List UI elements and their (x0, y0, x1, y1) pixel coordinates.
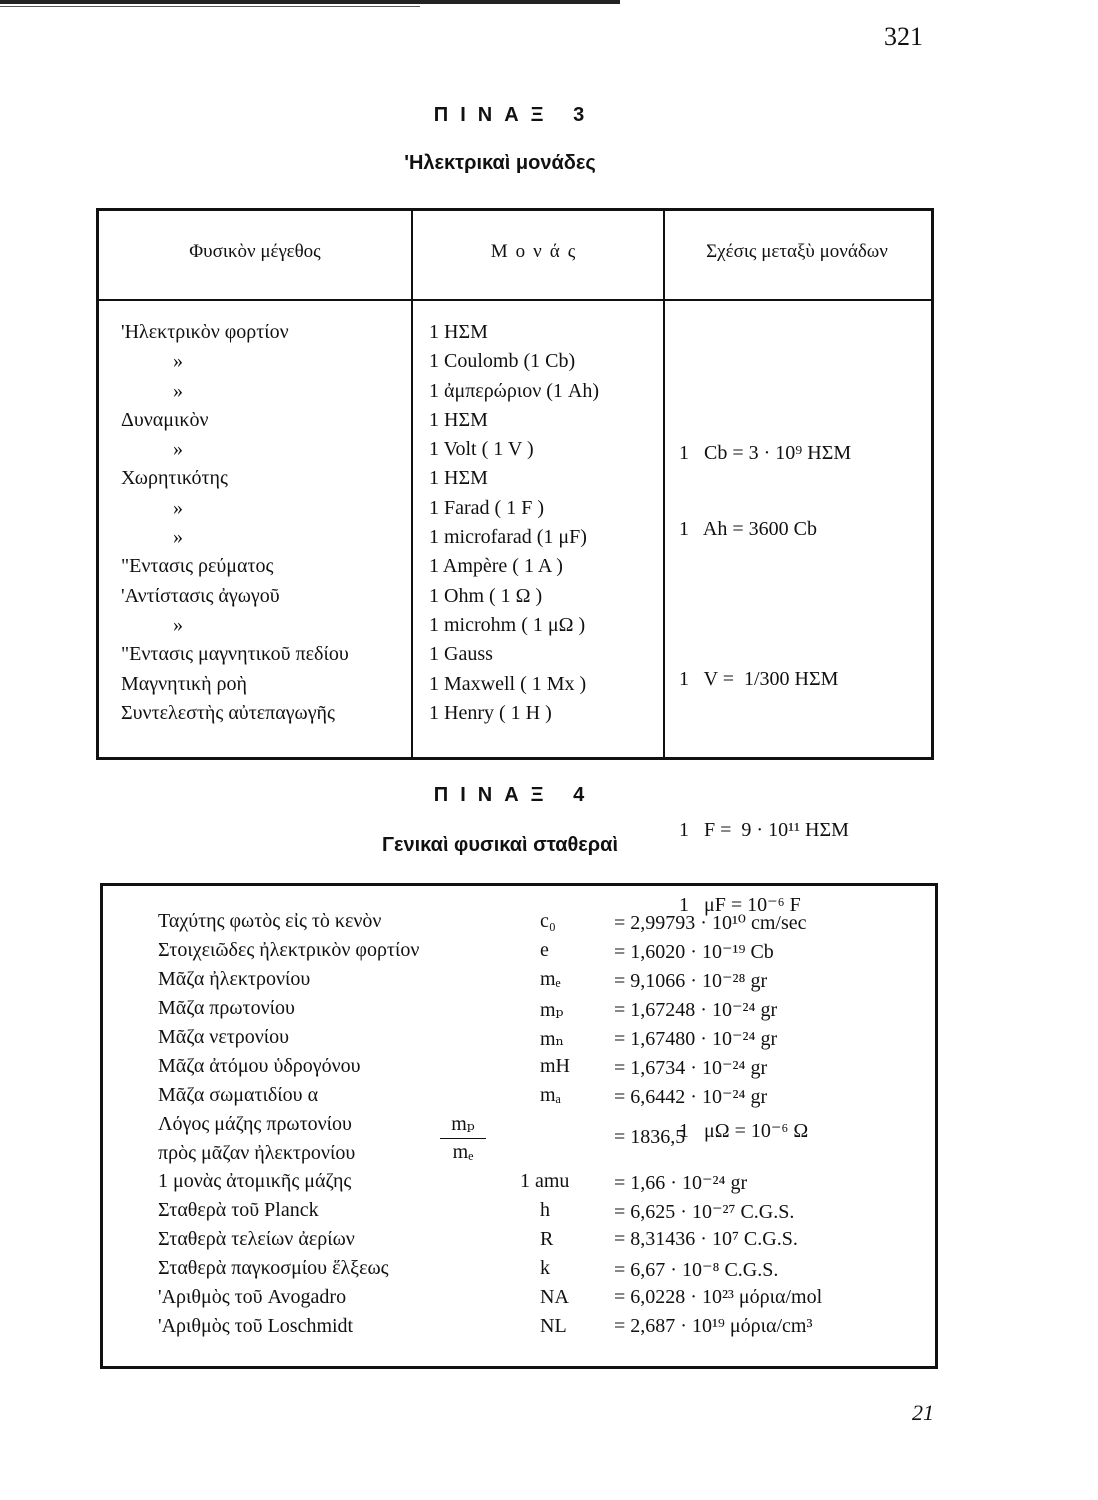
constant-name: 'Αριθμὸς τοῦ Avogadro (158, 1286, 347, 1308)
constant-value: = 1836,5 (614, 1126, 686, 1148)
table-row-unit: 1 Henry ( 1 H ) (429, 701, 552, 724)
constant-name: 1 μονὰς ἀτομικῆς μάζης (158, 1170, 352, 1192)
constant-name: Ταχύτης φωτὸς εἰς τὸ κενὸν (158, 910, 382, 932)
table-row-unit: 1 Ohm ( 1 Ω ) (429, 584, 543, 607)
constant-value: = 6,625 · 10⁻²⁷ C.G.S. (614, 1201, 795, 1223)
table-row-unit: 1 Volt ( 1 V ) (429, 438, 534, 461)
table-row-relation: 1 V = 1/300 ΗΣΜ (679, 668, 839, 691)
constant-symbol: 1 amu (520, 1170, 570, 1192)
constant-value: = 9,1066 · 10⁻²⁸ gr (614, 970, 768, 992)
table3-subtitle: 'Ηλεκτρικαὶ μονάδες (404, 152, 596, 174)
table-row-relation: 1 μF = 10⁻⁶ F (679, 894, 801, 917)
constant-name: Στοιχειῶδες ἠλεκτρικὸν φορτίον (158, 939, 420, 961)
constant-symbol: NA (540, 1286, 569, 1308)
table-row-quantity: Δυναμικὸν (121, 408, 209, 431)
constant-symbol: e (540, 939, 549, 961)
fraction-bar (440, 1138, 486, 1139)
constant-symbol: mₚ (540, 999, 564, 1021)
constant-value: = 2,687 · 10¹⁹ μόρια/cm³ (614, 1315, 813, 1337)
constant-value: = 1,66 · 10⁻²⁴ gr (614, 1172, 748, 1194)
constant-name: 'Αριθμὸς τοῦ Loschmidt (158, 1315, 354, 1337)
table4-heading: ΠΙΝΑΞ 4 (433, 784, 597, 806)
column-divider (411, 211, 413, 757)
table3-header-row (99, 211, 931, 301)
table-row-quantity: » (173, 613, 183, 636)
unit-column (429, 318, 659, 728)
constant-value: = 1,67248 · 10⁻²⁴ gr (614, 999, 778, 1021)
table-row-quantity: » (173, 379, 183, 402)
constant-symbol: NL (540, 1315, 567, 1337)
constant-symbol: mₑ (540, 968, 561, 990)
column-header-unit: Μονάς (490, 241, 584, 262)
constant-name: Μᾶζα πρωτονίου (158, 997, 295, 1019)
constant-value: = 6,0228 · 10²³ μόρια/mol (614, 1286, 823, 1308)
top-border-rule-thin (0, 6, 420, 7)
table-row-relation: 1 Cb = 3 · 10⁹ ΗΣΜ (679, 442, 852, 465)
table-row-quantity: Συντελεστὴς αὐτεπαγωγῆς (121, 701, 335, 724)
constant-symbol: mₐ (540, 1084, 562, 1106)
footer-page-number: 21 (912, 1400, 934, 1425)
column-divider (663, 211, 665, 757)
table-row-quantity: Χωρητικότης (121, 467, 228, 490)
constant-name: Σταθερὰ τοῦ Planck (158, 1199, 319, 1221)
table-row-relation: 1 μΩ = 10⁻⁶ Ω (679, 1119, 809, 1142)
table-row-quantity: 'Ηλεκτρικὸν φορτίον (121, 321, 289, 343)
table-row-unit: 1 ΗΣΜ (429, 467, 488, 490)
table-row-quantity: "Εντασις μαγνητικοῦ πεδίου (121, 643, 349, 666)
constant-value: = 2,99793 · 10¹⁰ cm/sec (614, 912, 807, 934)
constant-name: Σταθερὰ παγκοσμίου ἕλξεως (158, 1257, 389, 1279)
table-row-unit: 1 Gauss (429, 643, 493, 666)
table-row-quantity: » (173, 438, 183, 461)
table-row-relation (679, 590, 927, 619)
constant-symbol: h (540, 1199, 550, 1221)
constant-value: = 8,31436 · 10⁷ C.G.S. (614, 1228, 798, 1250)
constant-symbol: mₙ (540, 1028, 565, 1050)
table-row-quantity: » (173, 526, 183, 549)
constant-name: Σταθερὰ τελείων ἀερίων (158, 1228, 355, 1250)
table-row-unit: 1 Coulomb (1 Cb) (429, 350, 576, 373)
constant-name: Λόγος μάζης πρωτονίου (158, 1113, 352, 1135)
table-row-unit: 1 microhm ( 1 μΩ ) (429, 613, 586, 636)
table-row-unit: 1 Ampère ( 1 A ) (429, 555, 563, 578)
quantity-column (121, 318, 409, 728)
constant-name: Μᾶζα ἀτόμου ὑδρογόνου (158, 1055, 361, 1077)
table-row-quantity: » (173, 350, 183, 373)
table-row-unit: 1 ἀμπερώριον (1 Ah) (429, 379, 600, 402)
table-row-unit: 1 Farad ( 1 F ) (429, 496, 544, 519)
table-row-relation (679, 740, 927, 769)
constant-value: = 6,67 · 10⁻⁸ C.G.S. (614, 1259, 779, 1281)
constant-symbol: R (540, 1228, 554, 1250)
fraction-numerator: mₚ (451, 1113, 475, 1135)
mass-ratio-fraction (440, 1111, 486, 1164)
table-row-quantity: "Εντασις ρεύματος (121, 555, 274, 578)
table-row-unit: 1 ΗΣΜ (429, 321, 488, 343)
table-row-quantity: 'Αντίστασις ἀγωγοῦ (121, 584, 280, 607)
table-row-unit: 1 Maxwell ( 1 Mx ) (429, 672, 587, 695)
constant-name: Μᾶζα νετρονίου (158, 1026, 290, 1048)
constant-value: = 1,6020 · 10⁻¹⁹ Cb (614, 941, 774, 963)
table4-subtitle: Γενικαὶ φυσικαὶ σταθεραὶ (381, 834, 619, 856)
constant-value: = 1,6734 · 10⁻²⁴ gr (614, 1057, 768, 1079)
constant-name: Μᾶζα σωματιδίου α (158, 1084, 319, 1106)
page-number: 321 (884, 22, 923, 51)
constant-name: Μᾶζα ἠλεκτρονίου (158, 968, 311, 990)
fraction-denominator: mₑ (452, 1141, 474, 1163)
top-border-rule (0, 0, 620, 4)
constant-value: = 1,67480 · 10⁻²⁴ gr (614, 1028, 778, 1050)
constant-name: πρὸς μᾶζαν ἠλεκτρονίου (158, 1142, 356, 1164)
table3-heading: ΠΙΝΑΞ 3 (433, 104, 597, 126)
table-row-unit: 1 ΗΣΜ (429, 408, 488, 431)
table-row-relation: 1 F = 9 · 10¹¹ ΗΣΜ (679, 818, 849, 841)
column-header-relation: Σχέσις μεταξὺ μονάδων (706, 241, 888, 262)
table-row-relation: 1 Ah = 3600 Cb (679, 517, 817, 540)
constant-symbol: mH (540, 1055, 570, 1077)
constant-symbol: c₀ (540, 910, 556, 932)
table-row-quantity: » (173, 496, 183, 519)
table-row-unit: 1 microfarad (1 μF) (429, 526, 587, 549)
column-header-quantity: Φυσικὸν μέγεθος (189, 241, 321, 262)
constant-value: = 6,6442 · 10⁻²⁴ gr (614, 1086, 768, 1108)
table-row-relation (679, 364, 927, 393)
constant-symbol: k (540, 1257, 550, 1279)
table-row-quantity: Μαγνητικὴ ροὴ (121, 672, 247, 695)
